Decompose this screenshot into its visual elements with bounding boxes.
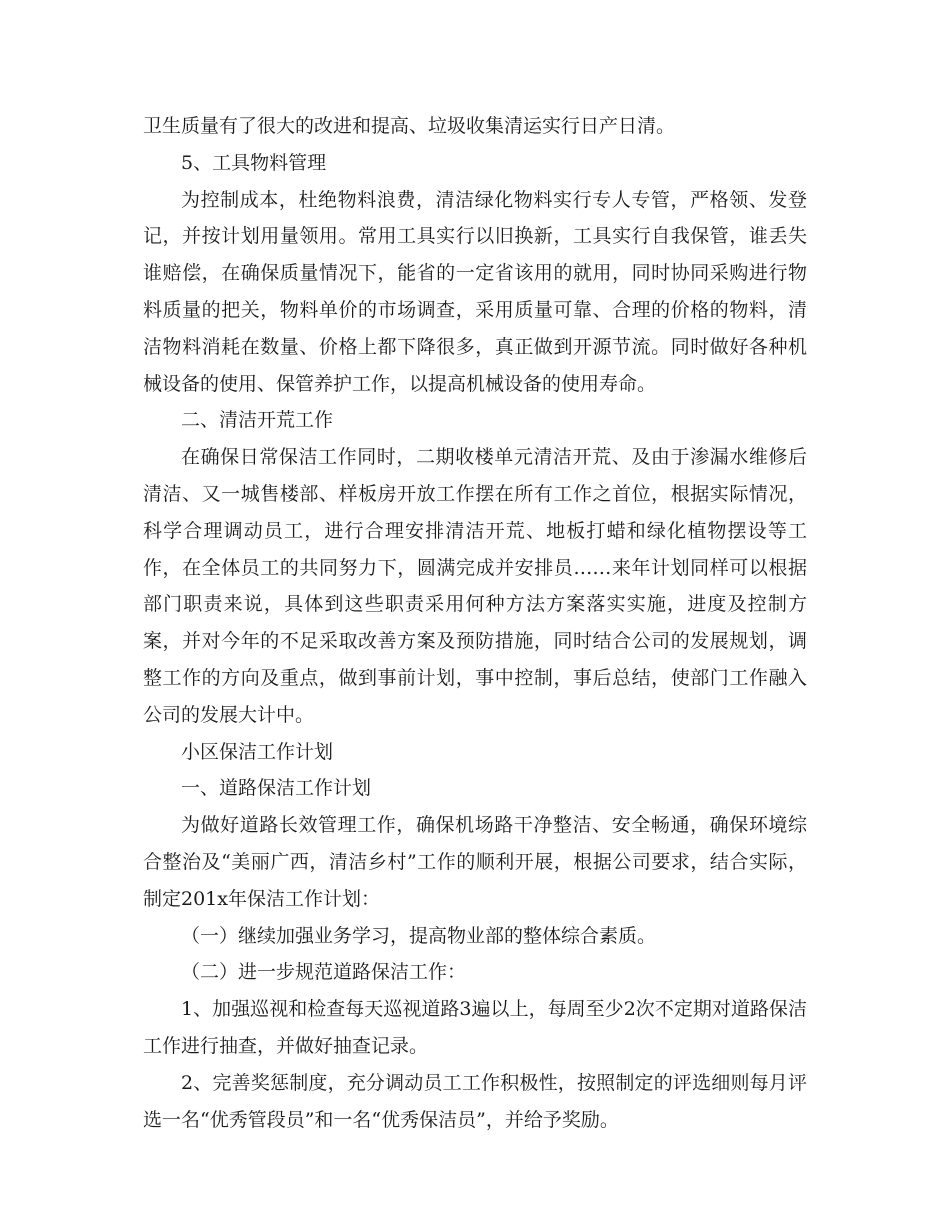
list-item-standardize-road: （二）进一步规范道路保洁工作： bbox=[181, 961, 467, 984]
section-heading-tools-materials: 5、工具物料管理 bbox=[181, 151, 327, 174]
paragraph-continuation: 卫生质量有了很大的改进和提高、垃圾收集清运实行日产日清。 bbox=[143, 115, 676, 137]
list-item-inspection: 1、加强巡视和检查每天巡视道路3遍以上，每周至少2次不定期对道路保洁工作进行抽查，并做好抽查记录。 bbox=[143, 998, 807, 1057]
section-heading-road-plan: 一、道路保洁工作计划 bbox=[181, 777, 372, 800]
list-item-continue-learning: （一）继续加强业务学习，提高物业部的整体综合素质。 bbox=[181, 924, 657, 947]
paragraph-cleaning-initial: 在确保日常保洁工作同时，二期收楼单元清洁开荒、及由于渗漏水维修后清洁、又一城售楼部、样板房开放工作摆在所有工作之首位，根据实际情况，科学合理调动员工，进行合理安排清洁开荒、地板打蜡和绿化植物摆设等工作，在全体员工的共同努力下，圆满完成并安排员……来年计划同样可以根据部门职责来说，具体到这些职责采用何种方法方案落实实施，进度及控制方案，并对今年的不足采取改善方案及预防措施，同时结合公司的发展规划，调整工作的方向及重点，做到事前计划，事中控制，事后总结，使部门工作融入公司的发展大计中。 bbox=[143, 446, 807, 726]
section-heading-community-plan: 小区保洁工作计划 bbox=[181, 740, 334, 763]
document-body bbox=[143, 108, 807, 1138]
paragraph-road-plan: 为做好道路长效管理工作，确保机场路干净整洁、安全畅通，确保环境综合整治及“美丽广西，清洁乡村”工作的顺利开展，根据公司要求，结合实际，制定201x年保洁工作计划： bbox=[143, 814, 807, 910]
paragraph-tools-materials: 为控制成本，杜绝物料浪费，清洁绿化物料实行专人专管，严格领、发登记，并按计划用量领用。常用工具实行以旧换新，工具实行自我保管，谁丢失谁赔偿，在确保质量情况下，能省的一定省该用的就用，同时协同采购进行物料质量的把关，物料单价的市场调查，采用质量可靠、合理的价格的物料，清洁物料消耗在数量、价格上都下降很多，真正做到开源节流。同时做好各种机械设备的使用、保管养护工作，以提高机械设备的使用寿命。 bbox=[143, 188, 807, 395]
section-heading-cleaning-initial: 二、清洁开荒工作 bbox=[181, 409, 334, 432]
list-item-rewards: 2、完善奖惩制度，充分调动员工工作积极性，按照制定的评选细则每月评选一名“优秀管段员”和一名“优秀保洁员”，并给予奖励。 bbox=[143, 1071, 807, 1131]
